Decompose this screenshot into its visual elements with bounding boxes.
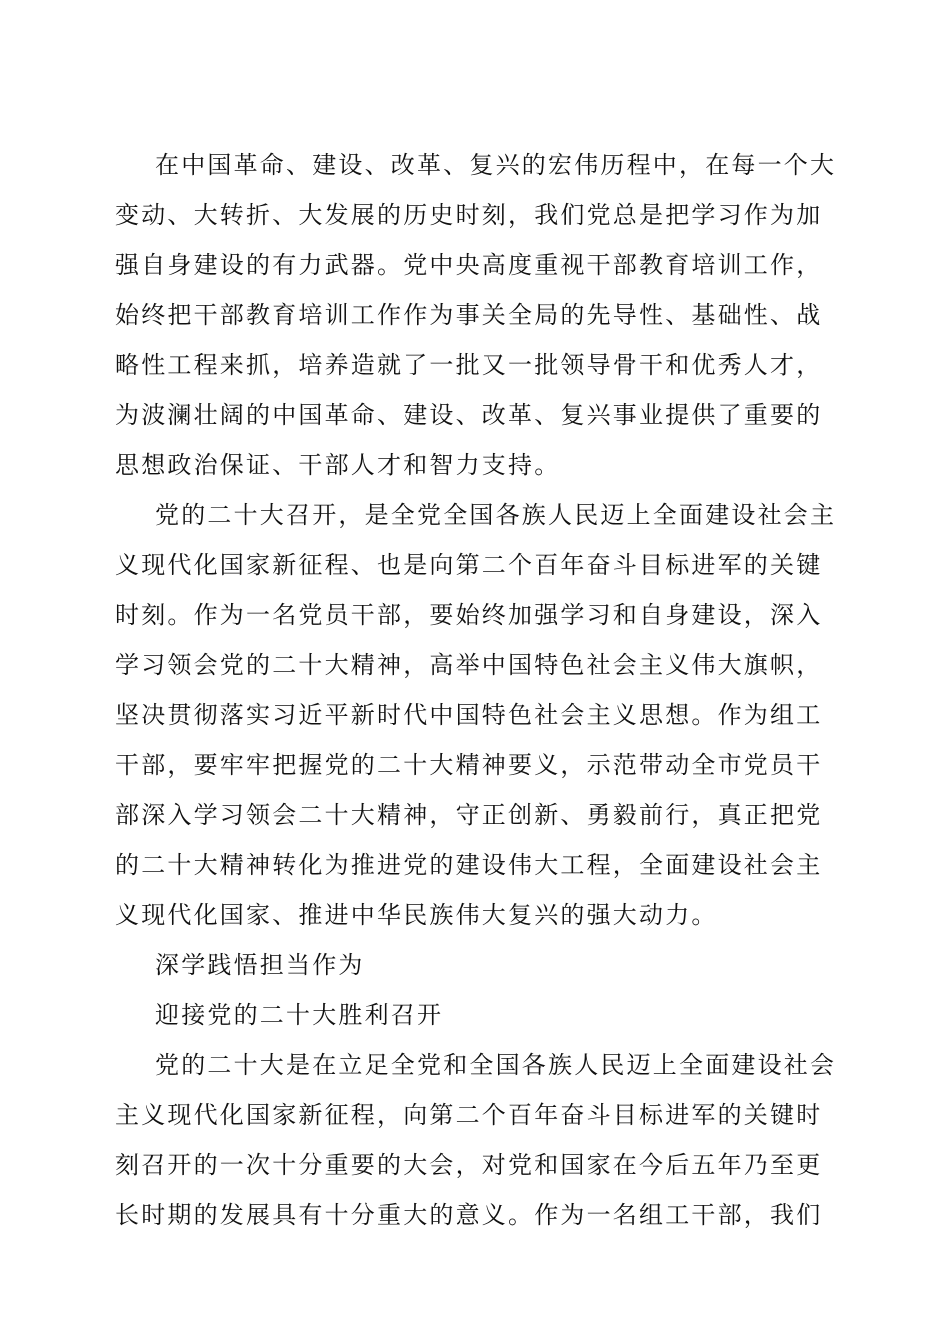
paragraph-2-line-1: 党的二十大召开，是全党全国各族人民迈上全面建设社会主 (155, 501, 837, 529)
paragraph-2-line-6: 干部，要牢牢把握党的二十大精神要义，示范带动全市党员干 (115, 751, 823, 779)
paragraph-3-line-4: 长时期的发展具有十分重大的意义。作为一名组工干部，我们 (115, 1201, 823, 1229)
paragraph-2-line-4: 学习领会党的二十大精神，高举中国特色社会主义伟大旗帜， (115, 651, 823, 679)
paragraph-1-line-3: 强自身建设的有力武器。党中央高度重视干部教育培训工作， (115, 251, 823, 279)
paragraph-2-line-7: 部深入学习领会二十大精神，守正创新、勇毅前行，真正把党 (115, 801, 823, 829)
paragraph-1-line-4: 始终把干部教育培训工作作为事关全局的先导性、基础性、战 (115, 301, 823, 329)
paragraph-2-line-5: 坚决贯彻落实习近平新时代中国特色社会主义思想。作为组工 (115, 701, 823, 729)
paragraph-1-line-1: 在中国革命、建设、改革、复兴的宏伟历程中，在每一个大 (155, 151, 837, 179)
paragraph-1-line-7: 思想政治保证、干部人才和智力支持。 (115, 451, 561, 479)
paragraph-2-line-8: 的二十大精神转化为推进党的建设伟大工程，全面建设社会主 (115, 851, 823, 879)
paragraph-3-line-1: 党的二十大是在立足全党和全国各族人民迈上全面建设社会 (155, 1051, 837, 1079)
paragraph-1-line-5: 略性工程来抓，培养造就了一批又一批领导骨干和优秀人才， (115, 351, 823, 379)
document-body (115, 140, 835, 1240)
paragraph-1-line-2: 变动、大转折、大发展的历史时刻，我们党总是把学习作为加 (115, 201, 823, 229)
section-heading: 深学践悟担当作为 (155, 951, 365, 979)
paragraph-2-line-9: 义现代化国家、推进中华民族伟大复兴的强大动力。 (115, 901, 718, 929)
paragraph-1-line-6: 为波澜壮阔的中国革命、建设、改革、复兴事业提供了重要的 (115, 401, 823, 429)
paragraph-2-line-2: 义现代化国家新征程、也是向第二个百年奋斗目标进军的关键 (115, 551, 823, 579)
paragraph-3-line-3: 刻召开的一次十分重要的大会，对党和国家在今后五年乃至更 (115, 1151, 823, 1179)
paragraph-2-line-3: 时刻。作为一名党员干部，要始终加强学习和自身建设，深入 (115, 601, 823, 629)
paragraph-3-line-2: 主义现代化国家新征程，向第二个百年奋斗目标进军的关键时 (115, 1101, 823, 1129)
section-subheading: 迎接党的二十大胜利召开 (155, 1001, 444, 1029)
